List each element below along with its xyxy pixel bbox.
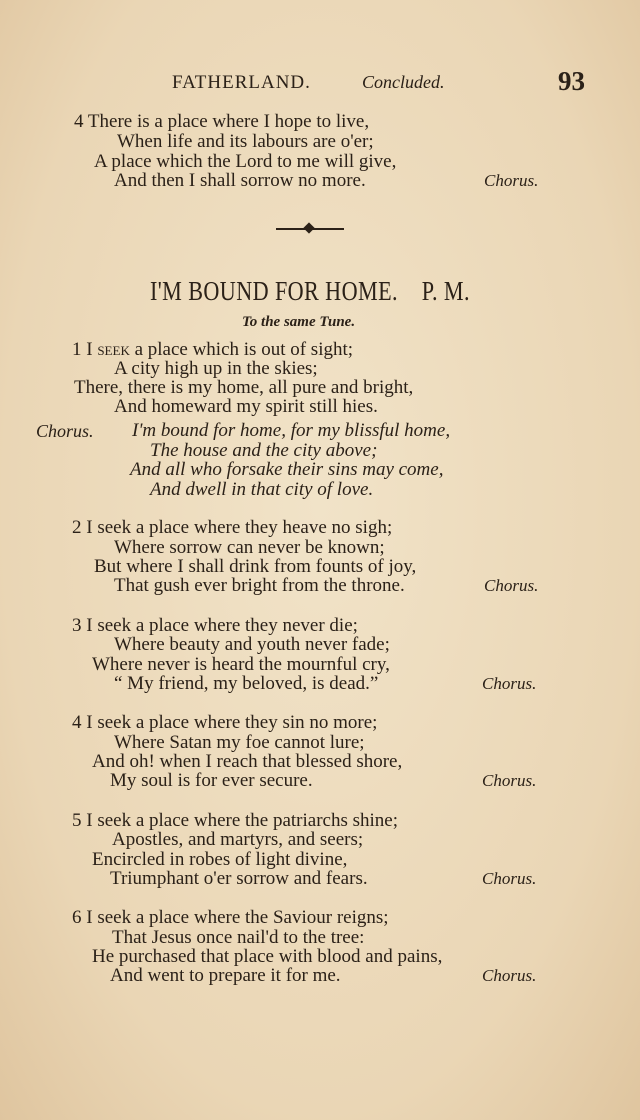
verse-line: A place which the Lord to me will give, <box>94 151 397 172</box>
chorus-label: Chorus. <box>482 674 537 693</box>
verse-line: He purchased that place with blood and pains, <box>92 946 443 967</box>
verse-line: And oh! when I reach that blessed shore, <box>92 751 403 772</box>
running-head-title: FATHERLAND. <box>172 72 311 93</box>
verse-line: 1 I seek a place which is out of sight; <box>72 339 354 360</box>
verse-line: Encircled in robes of light divine, <box>92 849 348 870</box>
chorus-line: The house and the city above; <box>150 440 378 461</box>
verse-line: Apostles, and martyrs, and seers; <box>112 829 364 850</box>
chorus-line: I'm bound for home, for my blissful home, <box>132 420 451 441</box>
verse-line: 4 There is a place where I hope to live, <box>74 111 370 132</box>
verse-line: And homeward my spirit still hies. <box>114 396 378 417</box>
chorus-line: And all who forsake their sins may come, <box>130 459 444 480</box>
verse-line: Where beauty and youth never fade; <box>114 634 390 655</box>
chorus-line: And dwell in that city of love. <box>150 479 374 500</box>
verse-line: 4 I seek a place where they sin no more; <box>72 712 378 733</box>
hymn-title: I'M BOUND FOR HOME. P. M. <box>150 276 470 306</box>
verse-line: “ My friend, my beloved, is dead.” <box>114 673 379 694</box>
verse-line: My soul is for ever secure. <box>110 770 313 791</box>
verse-line: But where I shall drink from founts of joy, <box>94 556 417 577</box>
verse-number: 1 <box>72 339 82 360</box>
verse-line: Triumphant o'er sorrow and fears. <box>110 868 368 889</box>
verse-number: 4 <box>74 111 84 132</box>
verse-line: A city high up in the skies; <box>114 358 318 379</box>
verse-number: 5 <box>72 810 82 831</box>
rule-ornament <box>303 222 314 233</box>
verse-line: Where sorrow can never be known; <box>114 537 385 558</box>
verse-line: And went to prepare it for me. <box>110 965 341 986</box>
page-number: 93 <box>558 66 585 96</box>
chorus-label: Chorus. <box>482 869 537 888</box>
verse-line: 5 I seek a place where the patriarchs shine; <box>72 810 399 831</box>
verse-number: 3 <box>72 615 82 636</box>
chorus-label: Chorus. <box>482 966 537 985</box>
verse-number: 2 <box>72 517 82 538</box>
verse-line: That Jesus once nail'd to the tree: <box>112 927 365 948</box>
verse-line: And then I shall sorrow no more. <box>114 170 366 191</box>
chorus-heading: Chorus. <box>36 421 94 441</box>
verse-line: Where never is heard the mournful cry, <box>92 654 390 675</box>
verse-number: 4 <box>72 712 82 733</box>
verse-line: When life and its labours are o'er; <box>117 131 374 152</box>
verse-line: 6 I seek a place where the Saviour reigns; <box>72 907 389 928</box>
verse-line: 2 I seek a place where they heave no sigh; <box>72 517 393 538</box>
chorus-label: Chorus. <box>482 771 537 790</box>
verse-number: 6 <box>72 907 82 928</box>
tune-note: To the same Tune. <box>242 314 356 330</box>
chorus-label: Chorus. <box>484 171 539 190</box>
verse-line: 3 I seek a place where they never die; <box>72 615 358 636</box>
running-head-subtitle: Concluded. <box>362 72 445 92</box>
chorus-label: Chorus. <box>484 576 539 595</box>
verse-line: There, there is my home, all pure and bright, <box>74 377 414 398</box>
verse-line: That gush ever bright from the throne. <box>114 575 405 596</box>
verse-line: Where Satan my foe cannot lure; <box>114 732 365 753</box>
